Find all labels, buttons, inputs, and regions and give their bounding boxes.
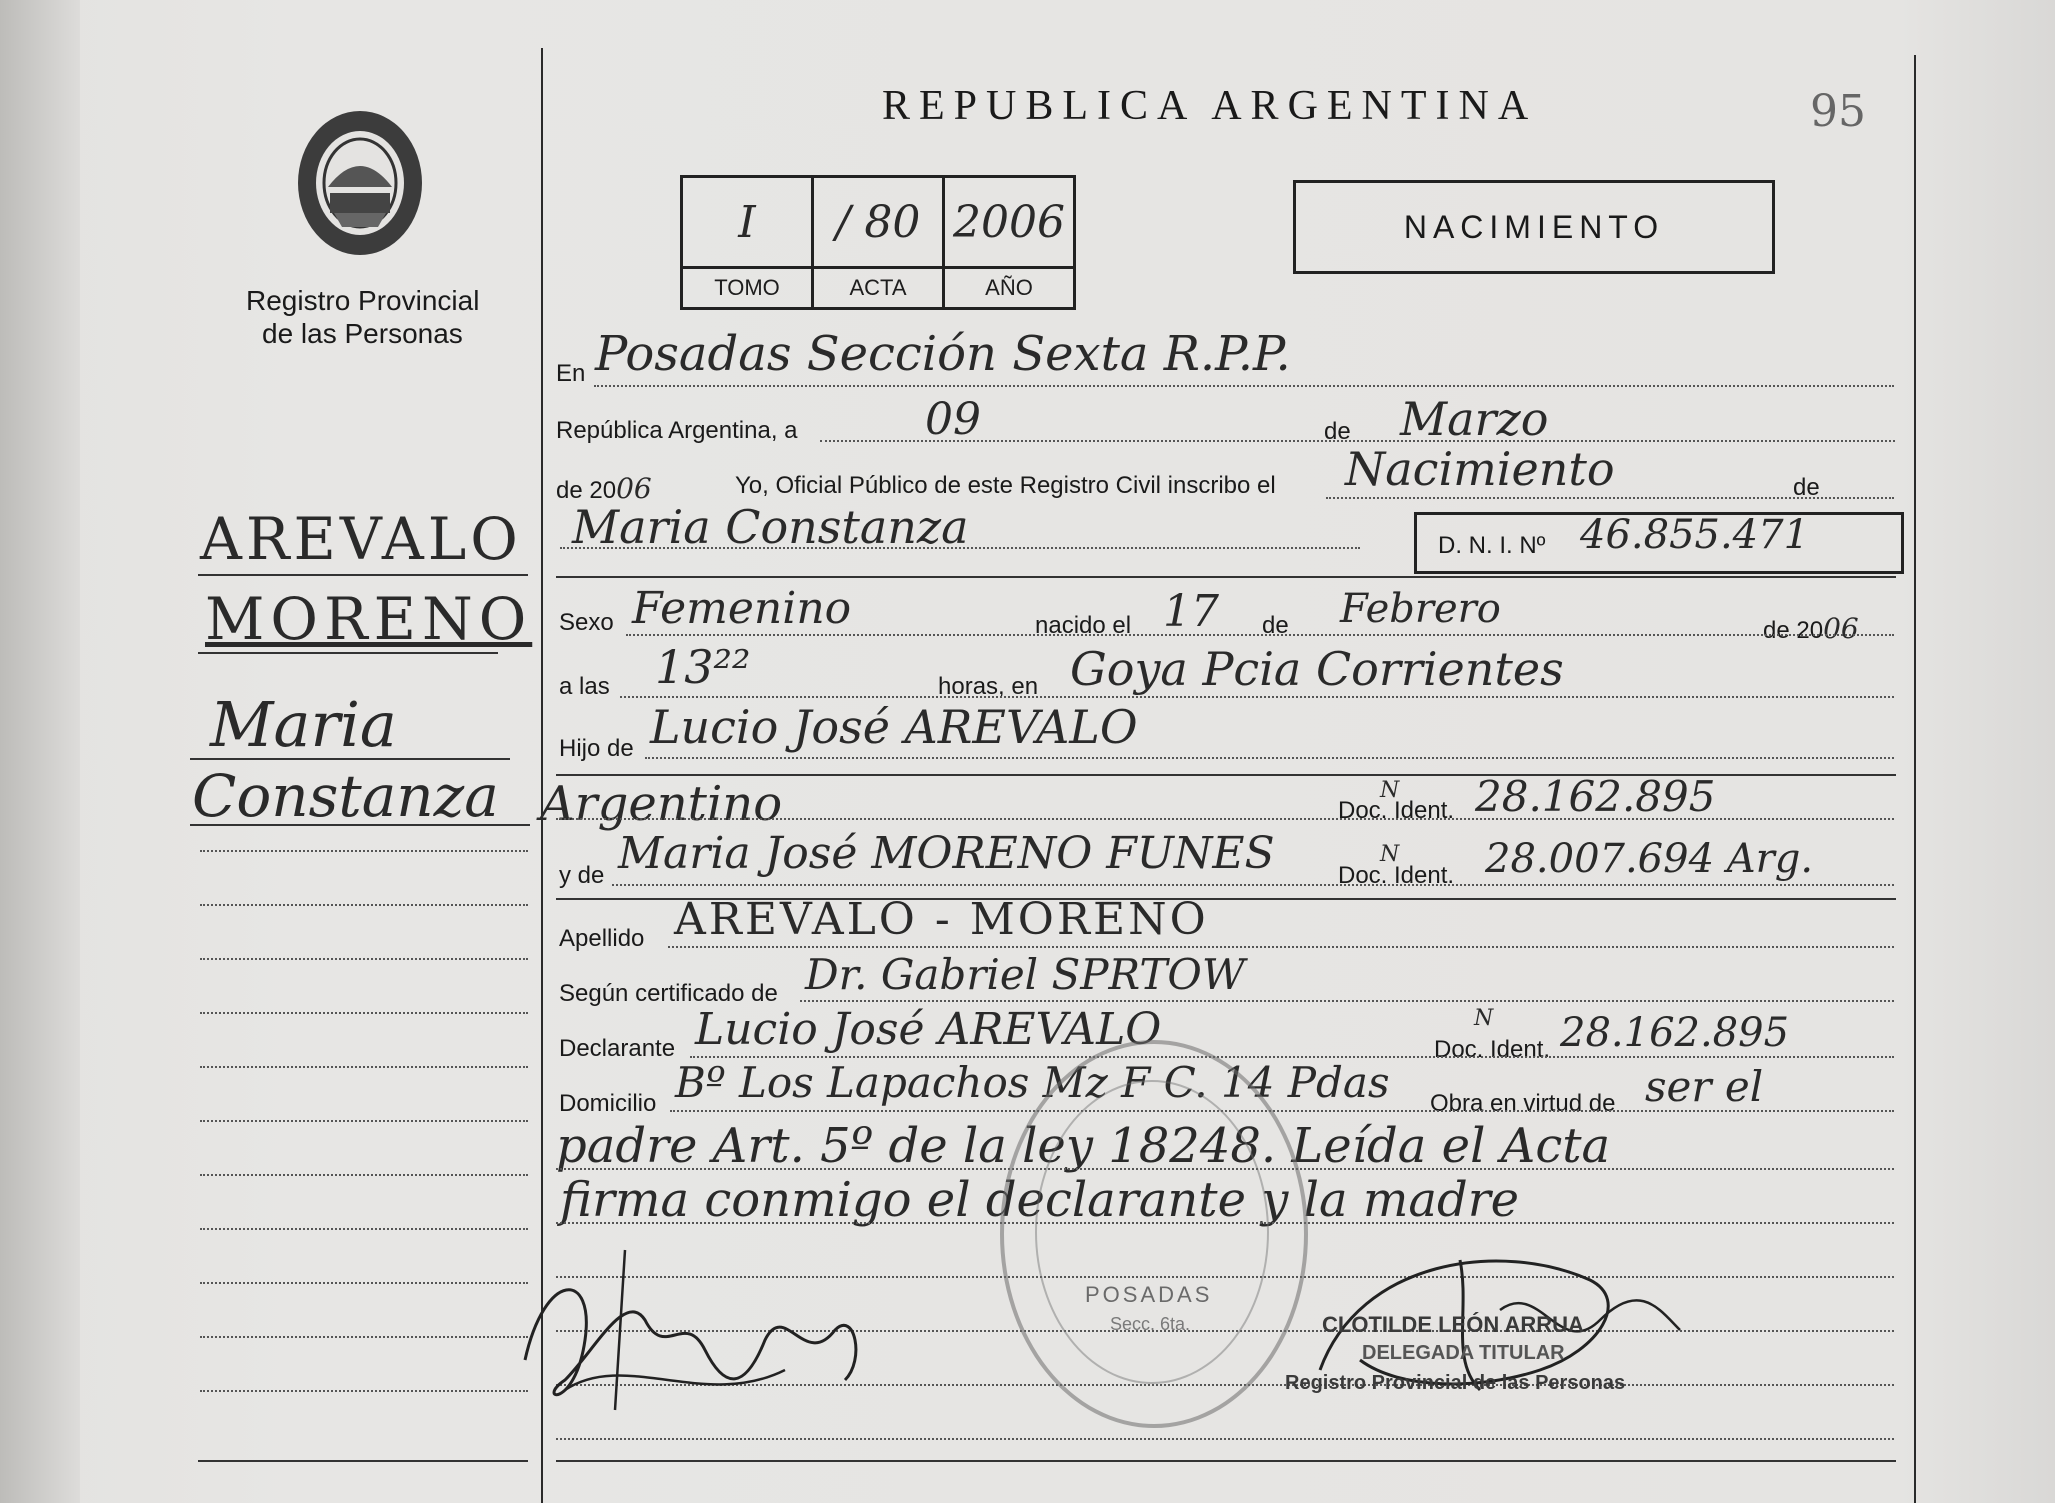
nationality-line	[556, 818, 1894, 820]
sexo-line	[626, 634, 1894, 636]
margin-dotted-line	[200, 850, 528, 852]
mother-line	[612, 884, 1894, 886]
margin-dotted-line	[200, 1120, 528, 1122]
birth-month: Febrero	[1340, 586, 1501, 632]
alas-label: a las	[559, 673, 610, 700]
acta-label: ACTA	[813, 268, 944, 309]
name-value: Maria Constanza	[572, 500, 969, 554]
signature-left	[505, 1230, 885, 1435]
margin-given1: Maria	[210, 688, 397, 761]
stamp-city: POSADAS	[1085, 1282, 1213, 1307]
birth-year-suffix: 06	[1823, 612, 1859, 645]
margin-dotted-line	[200, 1066, 528, 1068]
domicilio-value: Bº Los Lapachos Mz F C. 14 Pdas	[675, 1058, 1390, 1107]
margin-dotted-line	[200, 958, 528, 960]
apellido-label: Apellido	[559, 925, 645, 952]
margin-dotted-line	[200, 1174, 528, 1176]
doc-label: Doc. Ident.	[1434, 1036, 1551, 1063]
tomo-value: I	[682, 177, 813, 268]
nacido-label: nacido el	[1035, 612, 1132, 639]
notes-line2: firma conmigo el declarante y la madre	[560, 1172, 1520, 1228]
mother-doc: 28.007.694 Arg.	[1485, 836, 1814, 882]
de-label: de	[1324, 418, 1351, 445]
doc-n-mark: N	[1380, 842, 1400, 867]
bottom-rule-margin	[198, 1460, 528, 1462]
margin-dotted-line	[200, 1336, 528, 1338]
margin-dotted-line	[200, 1228, 528, 1230]
father-value: Lucio José AREVALO	[650, 700, 1138, 754]
place-line	[620, 696, 1894, 698]
margin-rule	[198, 574, 528, 576]
declarante-value: Lucio José AREVALO	[695, 1004, 1162, 1055]
hijo-label: Hijo de	[559, 735, 634, 762]
margin-surname1: AREVALO	[200, 505, 522, 573]
birth-year-label	[1763, 612, 1859, 645]
place-value: Goya Pcia Corrientes	[1070, 642, 1564, 696]
day-value: 09	[925, 394, 981, 445]
doc-label: Doc. Ident.	[1338, 797, 1455, 824]
segun-value: Dr. Gabriel SPRTOW	[805, 950, 1245, 999]
dni-value: 46.855.471	[1580, 512, 1810, 558]
segun-line	[800, 1000, 1894, 1002]
inscribo-value: Nacimiento	[1345, 442, 1615, 496]
declarante-doc: 28.162.895	[1560, 1010, 1790, 1056]
official-stamp-inner	[1035, 1080, 1269, 1384]
section-rule	[556, 576, 1896, 578]
anio-label: AÑO	[944, 268, 1075, 309]
margin-dotted-line	[200, 904, 528, 906]
provincial-seal-icon	[290, 105, 430, 265]
father-nationality: Argentino	[540, 776, 783, 832]
margin-dotted-line	[200, 1390, 528, 1392]
republica-label: República Argentina, a	[556, 417, 798, 444]
en-label: En	[556, 360, 586, 387]
name-line	[560, 547, 1360, 549]
obra-value: ser el	[1645, 1062, 1764, 1111]
official-name: CLOTILDE LEÓN ARRUA	[1322, 1312, 1584, 1337]
oficial-line	[1326, 497, 1894, 499]
en-line	[594, 385, 1894, 387]
domicilio-line	[670, 1110, 1894, 1112]
margin-surname2: MORENO	[205, 585, 533, 653]
stamp-section: Secc. 6ta.	[1110, 1314, 1191, 1334]
year-suffix: 06	[616, 472, 652, 505]
blank-line	[556, 1438, 1894, 1440]
record-type-box: NACIMIENTO	[1293, 180, 1775, 274]
anio-value: 2006	[944, 177, 1075, 268]
declarante-label: Declarante	[559, 1035, 676, 1062]
year-prefix: de 20	[556, 477, 617, 504]
birth-year-prefix: de 20	[1763, 617, 1824, 644]
en-value: Posadas Sección Sexta R.P.P.	[595, 326, 1291, 382]
acta-value: / 80	[813, 177, 944, 268]
birth-day: 17	[1163, 586, 1219, 637]
de-label2: de	[1793, 474, 1820, 501]
sexo-value: Femenino	[632, 583, 852, 634]
doc-n-mark: N	[1474, 1006, 1494, 1031]
mother-value: Maria José MORENO FUNES	[618, 828, 1275, 879]
country-title: REPUBLICA ARGENTINA	[882, 83, 1538, 129]
apellido-line	[668, 946, 1894, 948]
yde-label: y de	[559, 862, 605, 889]
sexo-label: Sexo	[559, 609, 614, 636]
apellido-value: AREVALO - MORENO	[674, 894, 1209, 945]
notes-line1: padre Art. 5º de la ley 18248. Leída el Acta	[556, 1118, 1611, 1174]
page-number: 95	[1810, 86, 1866, 137]
declarante-doc-label	[1434, 1036, 1550, 1064]
margin-rule	[198, 652, 498, 654]
month-value: Marzo	[1400, 392, 1549, 446]
father-line	[645, 757, 1894, 759]
right-column-rule	[1914, 55, 1916, 1503]
obra-label: Obra en virtud de	[1430, 1090, 1616, 1117]
binding-edge	[0, 0, 80, 1503]
record-number-box	[680, 175, 1076, 310]
margin-rule	[190, 824, 530, 826]
tomo-label: TOMO	[682, 268, 813, 309]
margin-dotted-line	[200, 1282, 528, 1284]
margin-dotted-line	[200, 1012, 528, 1014]
registry-name-line2: de las Personas	[262, 318, 463, 349]
registry-name-line1: Registro Provincial	[246, 285, 480, 316]
de-label3: de	[1262, 612, 1289, 639]
father-doc: 28.162.895	[1475, 772, 1716, 821]
margin-rule	[190, 758, 510, 760]
horas-label: horas, en	[938, 673, 1039, 700]
official-title: DELEGADA TITULAR	[1362, 1342, 1565, 1364]
official-office: Registro Provincial de las Personas	[1285, 1372, 1626, 1394]
margin-given2: Constanza	[192, 762, 499, 830]
doc-n-mark: N	[1380, 778, 1400, 803]
dni-label: D. N. I. Nº	[1438, 532, 1546, 559]
doc-label: Doc. Ident.	[1338, 862, 1455, 889]
hour-value: 13²²	[655, 640, 751, 694]
oficial-text: Yo, Oficial Público de este Registro Civil inscribo el	[735, 472, 1276, 499]
domicilio-label: Domicilio	[559, 1090, 657, 1117]
segun-label: Según certificado de	[559, 980, 778, 1007]
bottom-rule	[556, 1460, 1896, 1462]
